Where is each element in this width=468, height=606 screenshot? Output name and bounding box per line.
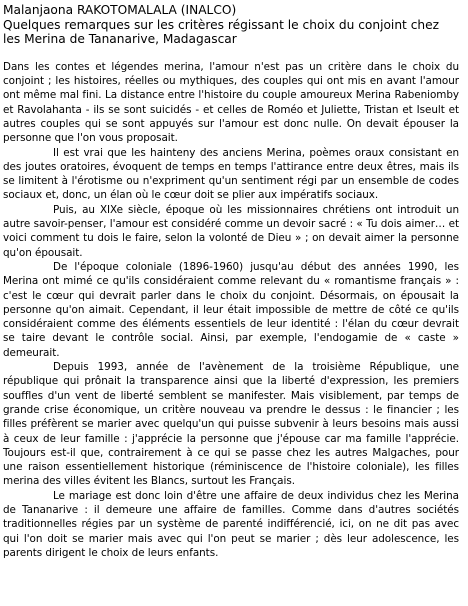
- paragraph: Depuis 1993, année de l'avènement de la troisième République, une république qui prônait la transparence ainsi que la liberté d'expression, les premiers souffles d'un vent de liberté semblent se manifester. Mais visiblement, par temps de grande crise économique, un critère nouveau va prendre le dessus : le financier ; les filles préfèrent se marier avec quelqu'un qui puisse subvenir à leurs besoins mais aussi à ceux de leur famille : j'apprécie la personne que j'épouse car ma famille l'apprécie. Toujours est-il que, contrairement à ce qui se passe chez les autres Malgaches, pour une raison essentiellement historique (réminiscence de l'histoire coloniale), les filles merina des villes évitent les Blancs, surtout les Français.: [3, 361, 459, 488]
- author-line: Malanjaona RAKOTOMALALA (INALCO): [3, 3, 237, 17]
- paragraph: Il est vrai que les hainteny des anciens Merina, poèmes oraux consistant en des joutes oratoires, évoquent de temps en temps l'attirance entre deux êtres, mais ils se limitent à l'érotisme ou n'expriment qu'un sentiment régi par un ensemble de codes sociaux et, donc, un élan où le cœur doit se plier aux impératifs sociaux.: [3, 146, 459, 202]
- paragraph: De l'époque coloniale (1896-1960) jusqu'au début des années 1990, les Merina ont mimé ce qu'ils considéraient comme relevant du « romantisme français » : c'est le cœur qui devrait parler dans le choix du conjoint. Désormais, on épousait la personne qu'on aimait. Cependant, il leur était impossible de mettre de côté ce qu'ils considéraient comme des éléments essentiels de leur identité : l'élan du cœur devrait se taire devant le contrôle social. Ainsi, par exemple, l'endogamie de « caste » demeurait.: [3, 260, 459, 359]
- title-line-1: Quelques remarques sur les critères régissant le choix du conjoint chez: [3, 17, 440, 32]
- paragraph: Puis, au XIXe siècle, époque où les missionnaires chrétiens ont introduit un autre savoir-penser, l'amour est considéré comme un devoir sacré : « Tu dois aimer… et voici comment tu dois le faire, selon la volonté de Dieu » ; on devait aimer la personne qu'on épousait.: [3, 203, 459, 259]
- title-line-2: les Merina de Tananarive, Madagascar: [3, 32, 237, 47]
- paragraph: Le mariage est donc loin d'être une affaire de deux individus chez les Merina de Tananarive : il demeure une affaire de familles. Comme dans d'autres sociétés traditionnelles régies par un système de parenté indifférencié, ici, on ne dit pas avec qui l'on doit se marier mais avec qui l'on peut se marier ; dès leur adolescence, les parents dirigent le choix de leurs enfants.: [3, 489, 459, 559]
- document-header: [3, 3, 468, 47]
- paragraph: Dans les contes et légendes merina, l'amour n'est pas un critère dans le choix du conjoint ; les histoires, réelles ou mythiques, des couples qui ont mis en avant l'amour ont même mal fini. La distance entre l'histoire du couple amoureux Merina Rabeniomby et Ravolahanta - ils se sont suicidés - et celles de Roméo et Juliette, Tristan et Iseult et autres couples qui se sont appuyés sur l'amour est donc nulle. On devait épouser la personne que l'on vous proposait.: [3, 60, 459, 145]
- document-body: [3, 60, 459, 560]
